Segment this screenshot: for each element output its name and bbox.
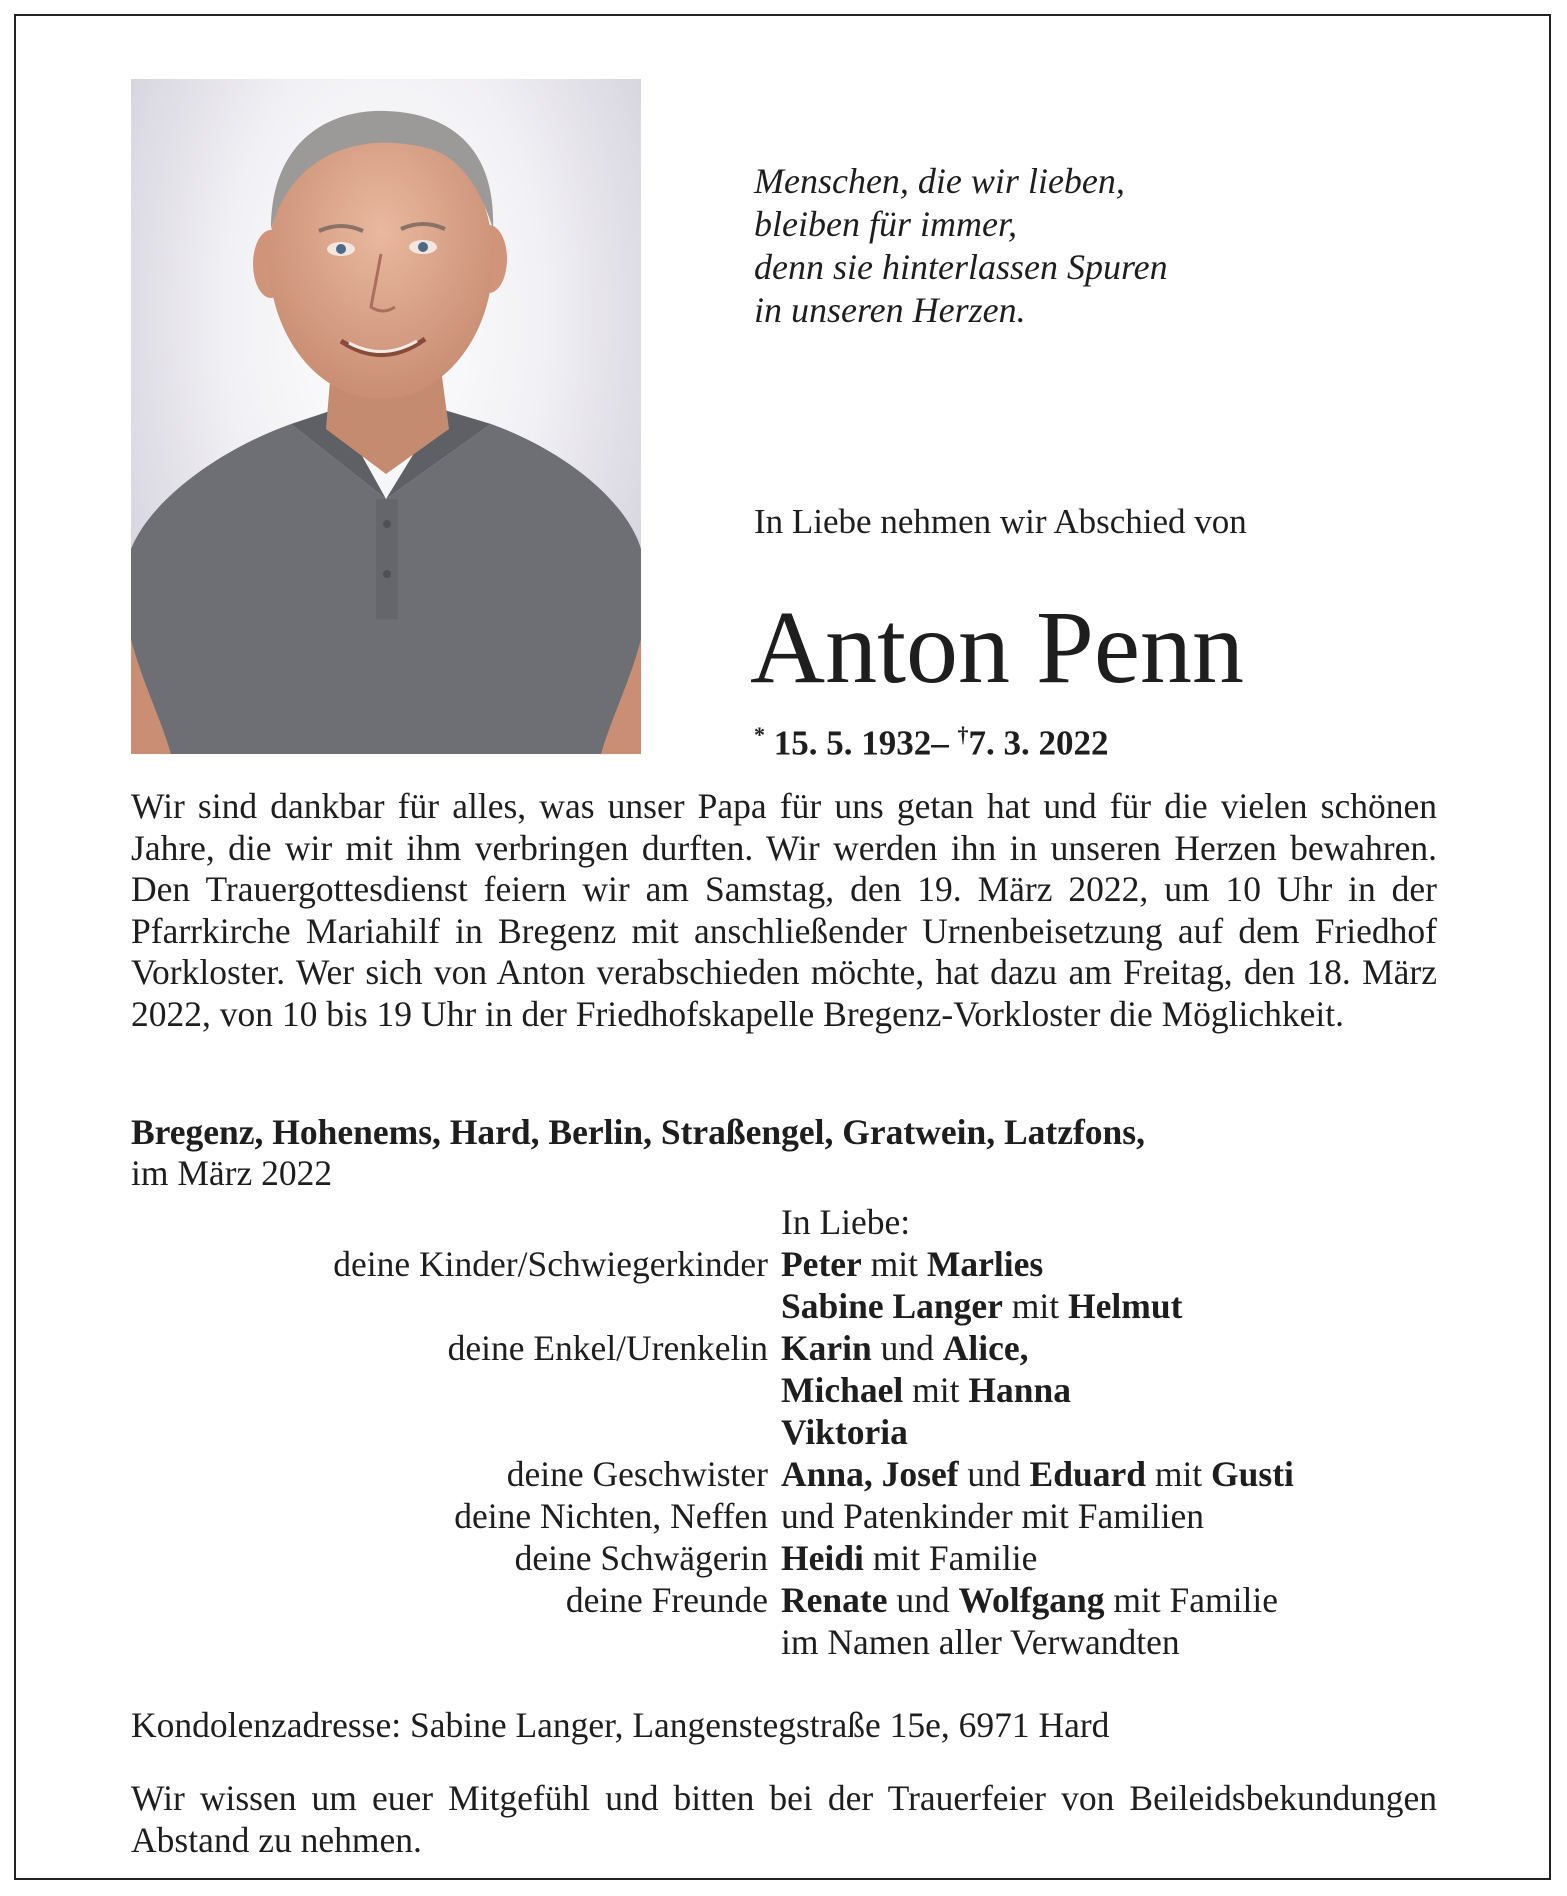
poem-line: bleiben für immer, — [754, 204, 1017, 244]
list-item — [131, 1453, 1437, 1495]
connector: mit — [870, 1244, 918, 1284]
mourner-name: Karin — [781, 1328, 872, 1368]
date-separator: – — [931, 723, 949, 763]
connector: mit — [912, 1370, 960, 1410]
connector: mit Familie — [1113, 1580, 1279, 1620]
mourner-text: im Namen aller Verwandten — [781, 1622, 1180, 1662]
list-item — [131, 1243, 1437, 1285]
birth-star-icon: * — [754, 722, 765, 747]
connector: und — [967, 1454, 1021, 1494]
birth-date: 15. 5. 1932 — [773, 723, 932, 763]
list-item — [131, 1201, 1437, 1243]
relation-label: deine Geschwister — [506, 1454, 768, 1494]
mourner-name: Eduard — [1029, 1454, 1146, 1494]
mourner-name: Marlies — [926, 1244, 1044, 1284]
mourner-text: und Patenkinder mit Familien — [781, 1496, 1204, 1536]
list-item — [131, 1369, 1437, 1411]
list-item — [131, 1285, 1437, 1327]
mourner-name: Viktoria — [781, 1412, 908, 1452]
mourner-name: Anna, Josef — [781, 1454, 959, 1494]
list-item — [131, 1621, 1437, 1663]
connector: und — [880, 1328, 934, 1368]
poem-line: Menschen, die wir lieben, — [754, 161, 1125, 201]
relation-label: deine Schwägerin — [514, 1538, 768, 1578]
connector: mit — [1011, 1286, 1060, 1326]
farewell-intro: In Liebe nehmen wir Abschied von — [754, 502, 1247, 541]
mourner-name: Peter — [781, 1244, 862, 1284]
obituary-text: Wir sind dankbar für alles, was unser Papa für uns getan hat und für die vielen schönen Jahre, die wir mit ihm verbringen durften. Wir werden ihn in unseren Herzen bewahren. Den Trauergottesdienst feiern wir am Samstag, den 19. März 2022, um 10 Uhr in der Pfarrkirche Mariahilf in Bregenz mit anschließender Urnenbeisetzung auf dem Friedhof Vorkloster. Wer sich von Anton verabschieden möchte, hat dazu am Freitag, den 18. März 2022, von 10 bis 19 Uhr in der Friedhofskapelle Bregenz-Vorkloster die Möglichkeit. — [131, 786, 1437, 1034]
list-item — [131, 1327, 1437, 1369]
mourner-name: Hanna — [968, 1370, 1071, 1410]
mourner-name: Heidi — [781, 1538, 864, 1578]
poem-line: denn sie hinterlassen Spuren — [754, 247, 1168, 287]
memorial-poem — [754, 160, 1168, 332]
in-liebe-label: In Liebe: — [781, 1202, 911, 1242]
mourner-name: Alice, — [942, 1328, 1029, 1368]
closing-note: Wir wissen um euer Mitgefühl und bitten bei der Trauerfeier von Beileidsbekundungen Abstand zu nehmen. — [131, 1778, 1437, 1860]
mourner-name: Gusti — [1211, 1454, 1294, 1494]
list-item — [131, 1411, 1437, 1453]
deceased-name: Anton Penn — [750, 590, 1244, 705]
mourners-list — [131, 1201, 1437, 1663]
death-cross-icon: † — [957, 722, 969, 747]
list-item — [131, 1579, 1437, 1621]
connector: und — [896, 1580, 950, 1620]
mourner-name: Michael — [781, 1370, 904, 1410]
family-places: Bregenz, Hohenems, Hard, Berlin, Straßengel, Gratwein, Latzfons, — [131, 1112, 1145, 1152]
list-item — [131, 1537, 1437, 1579]
relation-label: deine Enkel/Urenkelin — [447, 1328, 768, 1368]
mourner-name: Wolfgang — [958, 1580, 1105, 1620]
mourner-name: Renate — [781, 1580, 888, 1620]
relation-label: deine Nichten, Neffen — [454, 1496, 768, 1536]
places-block — [131, 1112, 1145, 1194]
place-date: im März 2022 — [131, 1153, 333, 1193]
connector: mit — [1154, 1454, 1203, 1494]
list-item — [131, 1495, 1437, 1537]
portrait-photo — [131, 79, 641, 754]
death-date: 7. 3. 2022 — [968, 723, 1109, 763]
relation-label: deine Kinder/Schwiegerkinder — [333, 1244, 768, 1284]
mourner-name: Sabine Langer — [781, 1286, 1003, 1326]
poem-line: in unseren Herzen. — [754, 290, 1026, 330]
mourner-name: Helmut — [1068, 1286, 1183, 1326]
portrait-illustration — [131, 79, 641, 754]
life-dates — [754, 722, 1109, 764]
condolence-address: Kondolenzadresse: Sabine Langer, Langenstegstraße 15e, 6971 Hard — [131, 1705, 1110, 1745]
connector: mit Familie — [872, 1538, 1038, 1578]
relation-label: deine Freunde — [565, 1580, 768, 1620]
